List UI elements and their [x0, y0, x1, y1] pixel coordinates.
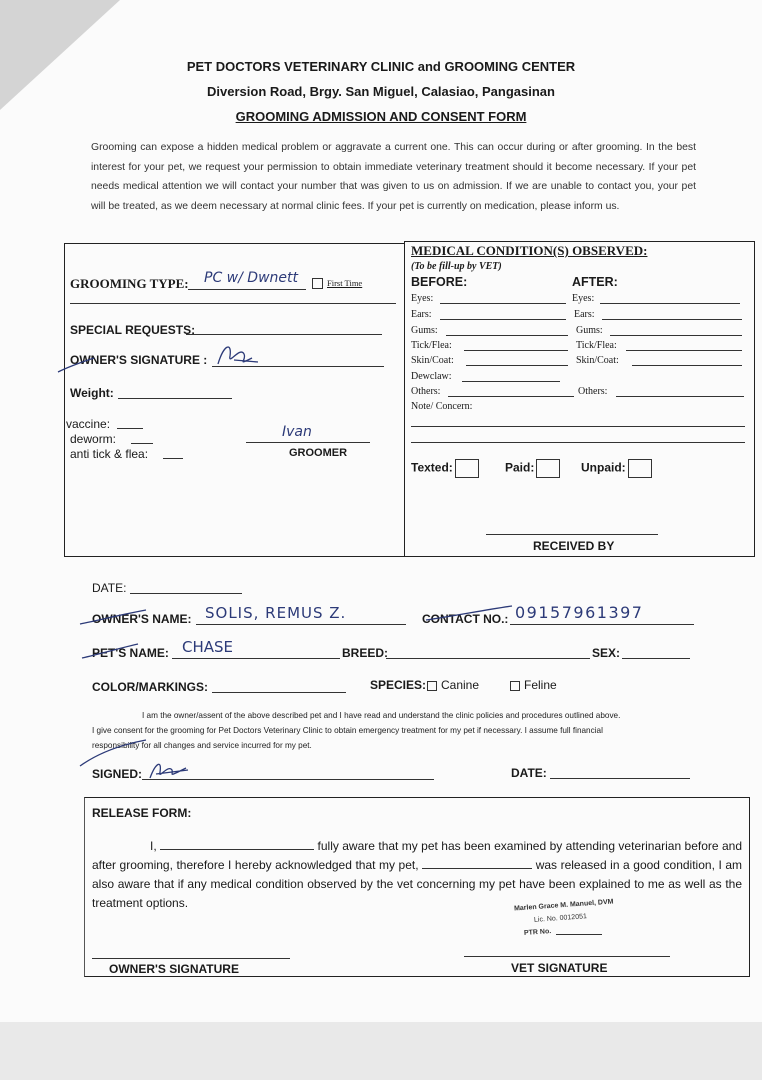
- deworm-field[interactable]: [131, 443, 153, 444]
- paid-checkbox[interactable]: [505, 459, 560, 478]
- owners-name-label: OWNER'S NAME:: [92, 612, 192, 626]
- owners-signature-label: OWNER'S SIGNATURE :: [70, 353, 208, 367]
- vet-signature-field[interactable]: [464, 956, 670, 957]
- owners-name-value: SOLIS, REMUS Z.: [205, 604, 347, 622]
- before-dewclaw-field[interactable]: [462, 381, 560, 382]
- consent-line-1: I am the owner/assent of the above described pet and I have read and understand the clinic policies and procedures outlined above.: [142, 711, 621, 720]
- sex-field[interactable]: [622, 658, 690, 659]
- release-name-field[interactable]: [160, 838, 314, 850]
- vet-stamp-ptr: PTR No.: [523, 928, 552, 937]
- owners-name-field[interactable]: [196, 624, 406, 625]
- release-owner-signature-field[interactable]: [92, 958, 290, 959]
- consent-paragraph: [92, 708, 702, 753]
- sex-label: SEX:: [592, 646, 621, 660]
- after-ears-field[interactable]: [602, 319, 742, 320]
- after-gums-label: Gums:: [576, 325, 603, 336]
- unpaid-label: Unpaid:: [581, 460, 626, 475]
- vaccine-label: vaccine:: [66, 417, 111, 431]
- before-tick-label: Tick/Flea:: [411, 340, 452, 351]
- before-dewclaw-label: Dewclaw:: [411, 371, 452, 382]
- clinic-address: Diversion Road, Brgy. San Miguel, Calasiao, Pangasinan: [207, 84, 555, 99]
- grooming-type-label: GROOMING TYPE:: [70, 276, 189, 291]
- canine-label: Canine: [441, 678, 480, 692]
- vet-signature-label: VET SIGNATURE: [511, 961, 608, 975]
- before-skin-label: Skin/Coat:: [411, 355, 454, 366]
- release-owner-signature-label: OWNER'S SIGNATURE: [109, 962, 239, 976]
- grooming-type-value[interactable]: PC w/ Dwnett: [204, 270, 298, 286]
- deworm-label: deworm:: [70, 432, 117, 446]
- check-mark-icon: [78, 738, 148, 768]
- paid-label: Paid:: [505, 460, 535, 475]
- special-requests-field[interactable]: [186, 334, 382, 335]
- consent-line-2: I give consent for the grooming for Pet Doctors Veterinary Clinic to obtain emergency treatment for my pet if necessary. I assume full financial: [92, 726, 603, 735]
- medical-subtitle: (To be fill-up by VET): [411, 261, 502, 272]
- groomer-signature: Ivan: [282, 424, 312, 440]
- form-title: GROOMING ADMISSION AND CONSENT FORM: [235, 109, 527, 124]
- after-label: AFTER:: [572, 275, 618, 289]
- date-field[interactable]: [130, 593, 242, 594]
- after-others-label: Others:: [578, 386, 608, 397]
- antitick-label: anti tick & flea:: [70, 447, 149, 461]
- vet-stamp-name: Marlen Grace M. Manuel, DVM: [513, 898, 614, 913]
- medical-title: MEDICAL CONDITION(S) OBSERVED:: [411, 243, 648, 258]
- strike-mark-icon: [80, 642, 140, 662]
- check-mark-icon: [56, 356, 96, 374]
- after-others-field[interactable]: [616, 396, 744, 397]
- release-paragraph: [92, 837, 742, 913]
- unpaid-checkbox[interactable]: [581, 459, 652, 478]
- signature-mark-icon: [214, 340, 260, 370]
- before-others-label: Others:: [411, 386, 441, 397]
- pets-name-value: CHASE: [182, 638, 234, 656]
- consent-date-label: DATE:: [511, 766, 547, 780]
- strike-mark-icon: [78, 608, 148, 628]
- feline-checkbox[interactable]: [510, 678, 557, 692]
- weight-field[interactable]: [118, 398, 232, 399]
- first-time-checkbox[interactable]: [312, 278, 362, 289]
- before-gums-field[interactable]: [446, 335, 568, 336]
- note-line-2[interactable]: [411, 442, 745, 443]
- scan-margin: [0, 1022, 762, 1080]
- release-title: RELEASE FORM:: [92, 806, 192, 820]
- species-label: SPECIES:: [370, 678, 427, 692]
- color-markings-label: COLOR/MARKINGS:: [92, 680, 208, 694]
- after-gums-field[interactable]: [610, 335, 742, 336]
- vet-stamp-license: Lic. No. 0012051: [533, 913, 588, 924]
- contact-field[interactable]: [510, 624, 694, 625]
- before-ears-label: Ears:: [411, 309, 432, 320]
- after-tick-field[interactable]: [626, 350, 742, 351]
- before-eyes-field[interactable]: [440, 303, 566, 304]
- before-others-field[interactable]: [448, 396, 574, 397]
- texted-label: Texted:: [411, 460, 453, 475]
- pets-name-field[interactable]: [172, 658, 340, 659]
- release-pet-field[interactable]: [422, 857, 532, 869]
- contact-value: 09157961397: [515, 603, 644, 622]
- breed-label: BREED:: [342, 646, 389, 660]
- after-skin-field[interactable]: [632, 365, 742, 366]
- release-i-label: I,: [150, 839, 157, 853]
- after-tick-label: Tick/Flea:: [576, 340, 617, 351]
- date-label: DATE:: [92, 581, 127, 595]
- contact-label: CONTACT NO.:: [422, 612, 509, 626]
- breed-field[interactable]: [386, 658, 590, 659]
- intro-paragraph: Grooming can expose a hidden medical problem or aggravate a current one. This can occur during or after grooming. In the best interest for your pet, we request your permission to obtain immediate veterinary treatment should it become necessary. If your pet needs medical attention we will contact your number that was given to us on admission. If we are unable to contact you, your pet will be treated, as we deem necessary at normal clinic fees. If your pet is currently on medication, please inform us.: [91, 142, 696, 212]
- pets-name-label: PET'S NAME:: [92, 646, 169, 660]
- before-skin-field[interactable]: [466, 365, 568, 366]
- consent-line-3: responsibility for all changes and service incurred for my pet.: [92, 741, 312, 750]
- after-skin-label: Skin/Coat:: [576, 355, 619, 366]
- release-text-b: was released in a good condition, I am also aware that if any medical condition observed by the vet concerning my pet have been explained to me as well as the treatment options.: [92, 858, 742, 910]
- consent-date-field[interactable]: [550, 778, 690, 779]
- before-label: BEFORE:: [411, 275, 468, 289]
- before-tick-field[interactable]: [464, 350, 568, 351]
- signed-label: SIGNED:: [92, 767, 143, 781]
- before-eyes-label: Eyes:: [411, 293, 434, 304]
- signature-mark-icon: [146, 758, 190, 782]
- received-by-field[interactable]: [486, 534, 658, 535]
- special-requests-label: SPECIAL REQUESTS:: [70, 323, 196, 337]
- first-time-label: First Time: [327, 278, 363, 288]
- after-eyes-label: Eyes:: [572, 293, 595, 304]
- after-eyes-field[interactable]: [600, 303, 740, 304]
- weight-label: Weight:: [70, 386, 114, 400]
- note-label: Note/ Concern:: [411, 401, 473, 412]
- strike-mark-icon: [424, 604, 514, 624]
- before-gums-label: Gums:: [411, 325, 438, 336]
- after-ears-label: Ears:: [574, 309, 595, 320]
- color-markings-field[interactable]: [212, 692, 346, 693]
- note-line-1[interactable]: [411, 426, 745, 427]
- before-ears-field[interactable]: [440, 319, 566, 320]
- received-by-label: RECEIVED BY: [533, 539, 615, 553]
- texted-checkbox[interactable]: [411, 459, 479, 478]
- release-text-a: fully aware that my pet has been examined by attending veterinarian before and after grooming, therefore I hereby acknowledged that my pet,: [92, 839, 742, 872]
- canine-checkbox[interactable]: [427, 678, 479, 692]
- feline-label: Feline: [524, 678, 557, 692]
- clinic-name: PET DOCTORS VETERINARY CLINIC and GROOMING CENTER: [186, 59, 576, 74]
- groomer-label: GROOMER: [289, 447, 348, 459]
- antitick-field[interactable]: [163, 458, 183, 459]
- vaccine-field[interactable]: [117, 428, 143, 429]
- groomer-field[interactable]: [246, 442, 370, 443]
